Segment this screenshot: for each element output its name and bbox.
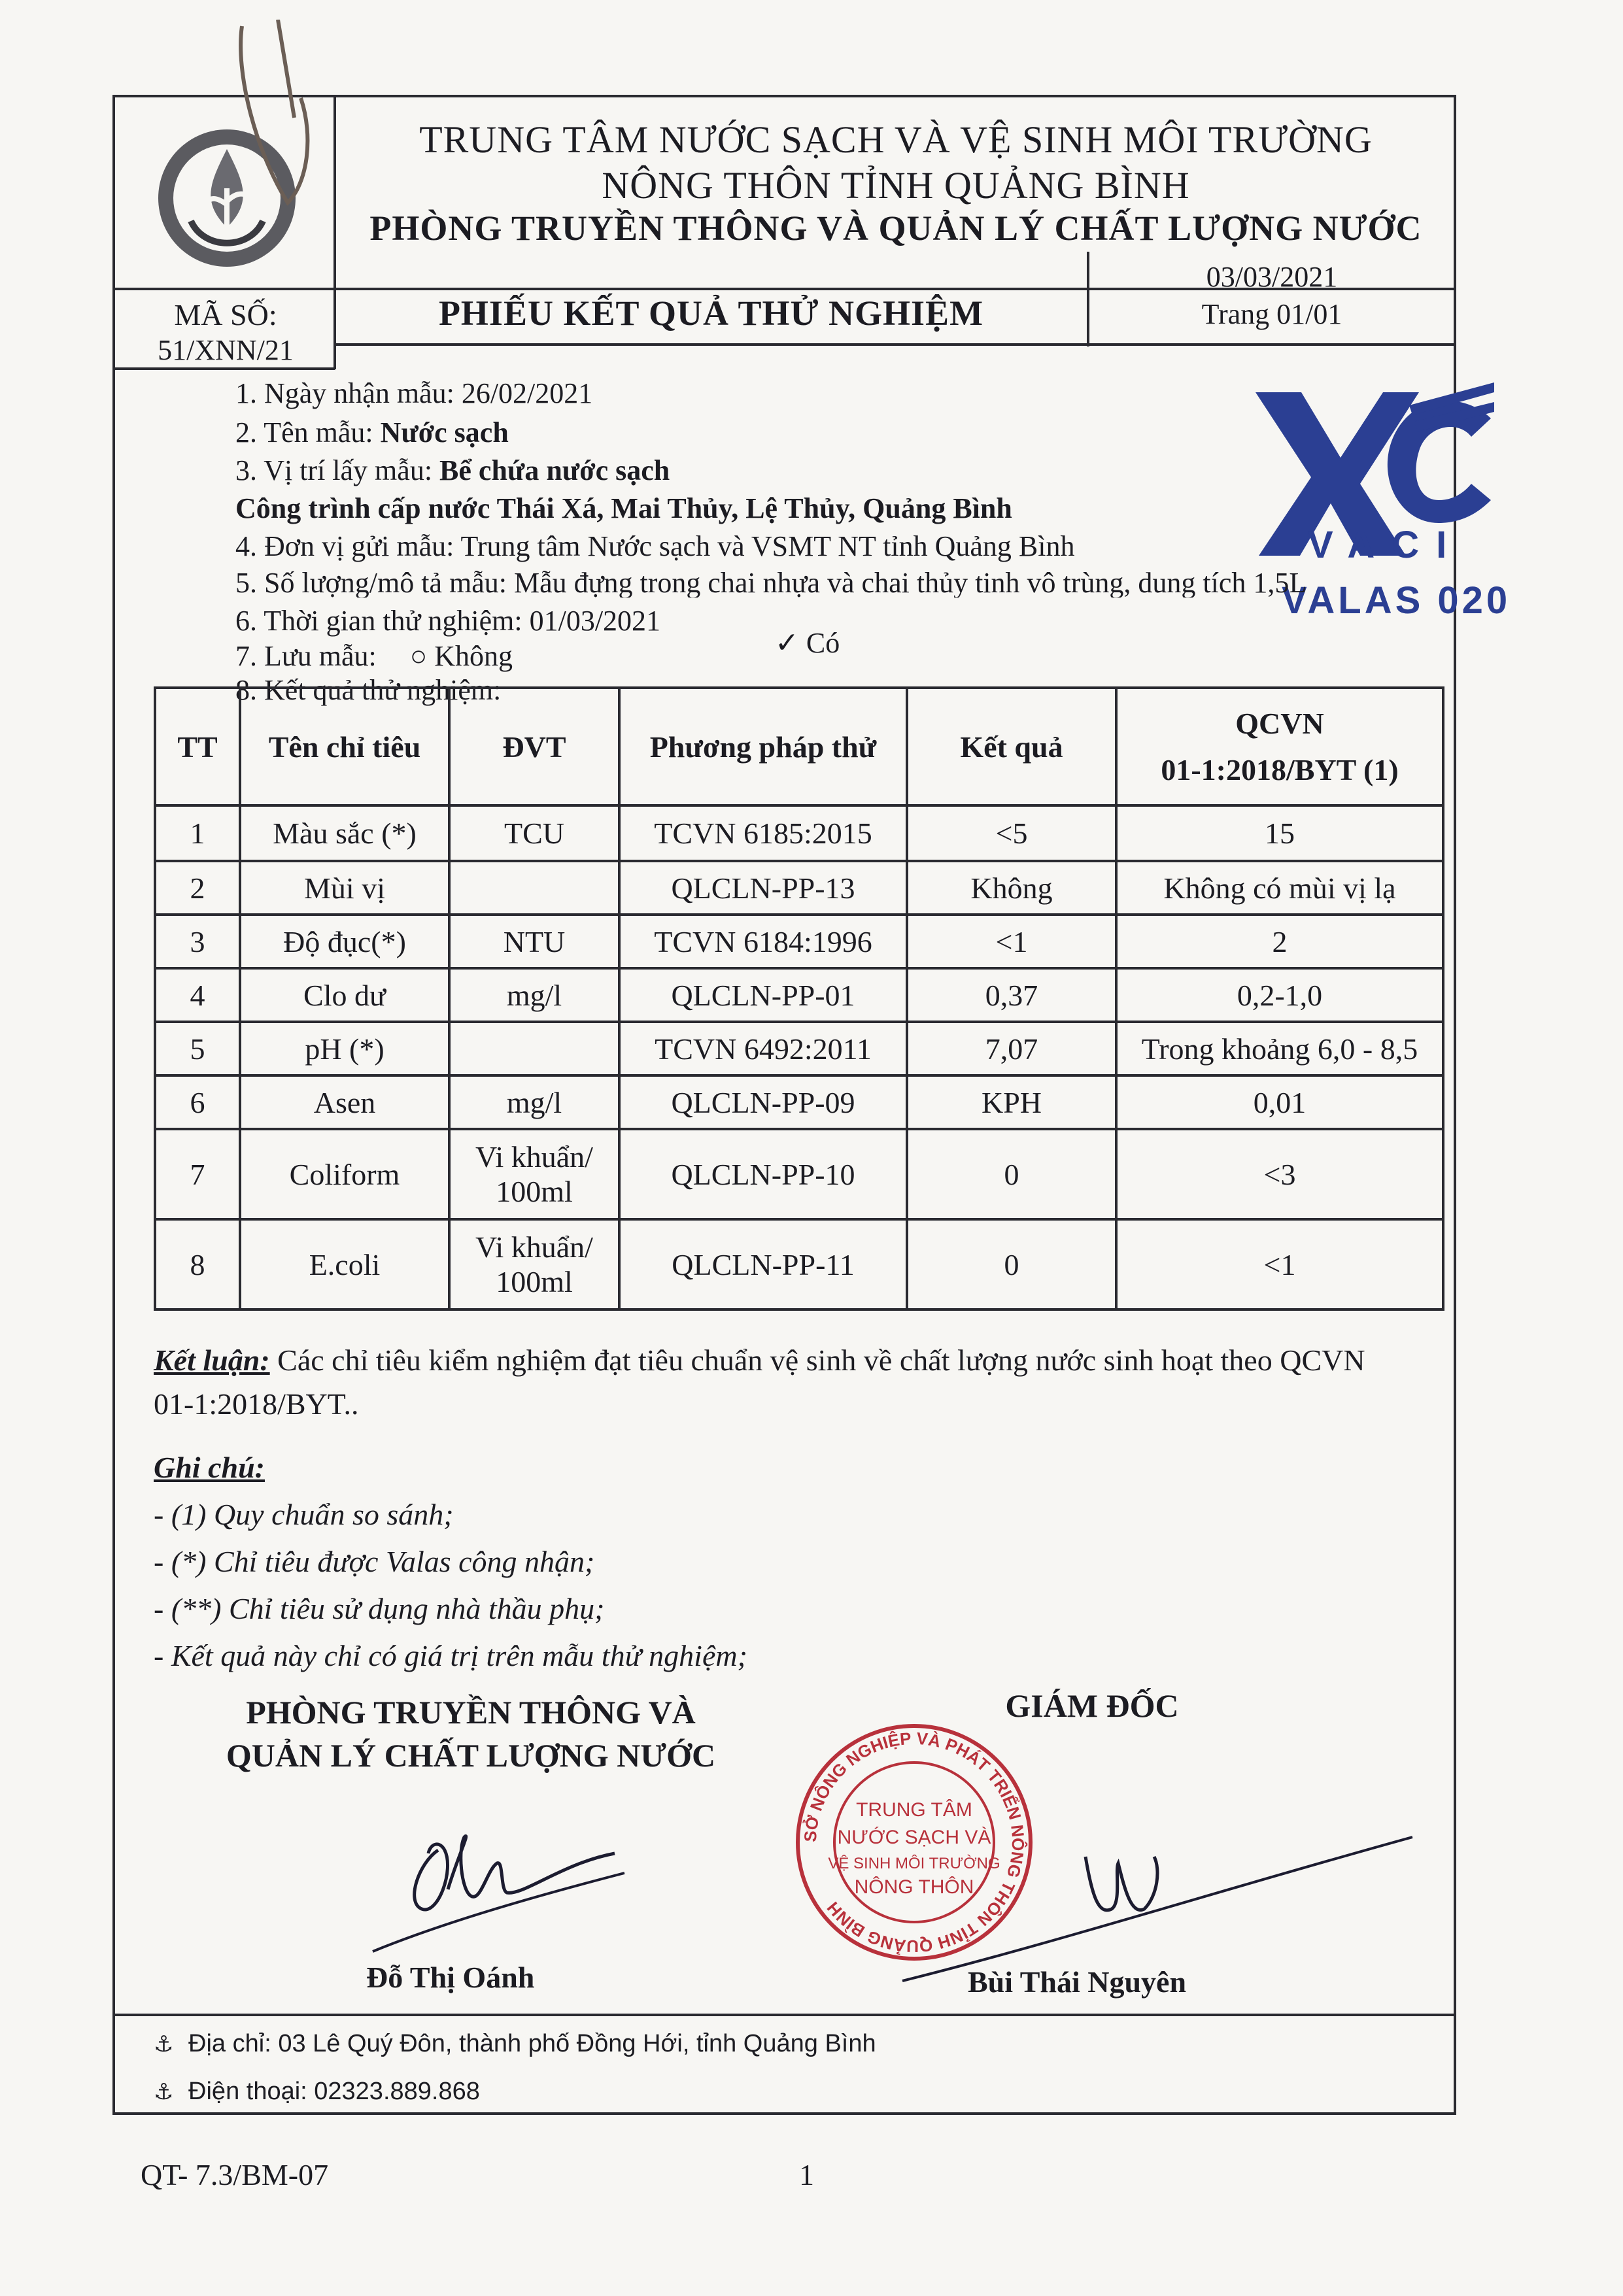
cell-name: Độ đục(*) <box>240 915 449 968</box>
conclusion <box>154 1339 1455 1426</box>
table-row <box>155 1022 1443 1075</box>
cell-name: Asen <box>240 1075 449 1129</box>
code-box-bottom-line <box>112 367 335 370</box>
phone-line: ⚓ Điện thoại: 02323.889.868 <box>154 2078 480 2105</box>
cell-tt: 4 <box>155 968 240 1022</box>
stamp-line-4: NÔNG THÔN <box>854 1876 974 1898</box>
stamp-line-2: NƯỚC SẠCH VÀ <box>837 1827 991 1848</box>
left-signatory-name: Đỗ Thị Oánh <box>366 1961 535 1994</box>
note-item: - Kết quả này chỉ có giá trị trên mẫu thử nghiệm; <box>154 1639 747 1672</box>
accreditation-logo-sub: VACI <box>1308 524 1464 566</box>
accreditation-code: VALAS 020 <box>1282 579 1511 622</box>
issue-date: 03/03/2021 <box>1206 261 1338 293</box>
code-value: 51/XNN/21 <box>158 334 294 366</box>
page-indicator: Trang 01/01 <box>1201 298 1342 330</box>
cell-standard: 2 <box>1116 915 1443 968</box>
cell-standard: <3 <box>1116 1129 1443 1219</box>
table-row <box>155 1219 1443 1309</box>
cell-method: QLCLN-PP-01 <box>619 968 907 1022</box>
cell-name: pH (*) <box>240 1022 449 1075</box>
cell-result: 0 <box>907 1129 1116 1219</box>
cell-tt: 3 <box>155 915 240 968</box>
page-number: 1 <box>799 2158 814 2191</box>
phone-icon: ⚓ <box>154 2080 174 2104</box>
notes-label: Ghi chú: <box>154 1451 265 1484</box>
cell-tt: 5 <box>155 1022 240 1075</box>
header-name: Tên chỉ tiêu <box>240 688 449 805</box>
info-line-7: 7. Lưu mẫu: ○ Không <box>235 640 513 672</box>
info-line-3: 3. Vị trí lấy mẫu: Bể chứa nước sạch <box>235 454 670 486</box>
cell-unit: Vi khuẩn/ 100ml <box>449 1219 619 1309</box>
right-signature-icon <box>896 1817 1419 1987</box>
header-unit: ĐVT <box>449 688 619 805</box>
address-line: ⚓ Địa chỉ: 03 Lê Quý Đôn, thành phố Đồng Hới, tỉnh Quảng Bình <box>154 2030 876 2057</box>
form-code: QT- 7.3/BM-07 <box>141 2158 329 2191</box>
results-table <box>154 686 1444 1311</box>
header-line-2: NÔNG THÔN TỈNH QUẢNG BÌNH <box>602 164 1190 207</box>
cell-result: 0,37 <box>907 968 1116 1022</box>
header-line-1: TRUNG TÂM NƯỚC SẠCH VÀ VỆ SINH MÔI TRƯỜNG <box>419 118 1373 161</box>
cell-name: Coliform <box>240 1129 449 1219</box>
cell-result: KPH <box>907 1075 1116 1129</box>
header-result: Kết quả <box>907 688 1116 805</box>
info-line-4: 4. Đơn vị gửi mẫu: Trung tâm Nước sạch và VSMT NT tỉnh Quảng Bình <box>235 530 1075 562</box>
header-method: Phương pháp thử <box>619 688 907 805</box>
info-line-6: 6. Thời gian thử nghiệm: 01/03/2021 <box>235 605 661 637</box>
cell-tt: 1 <box>155 805 240 861</box>
cell-standard: 0,01 <box>1116 1075 1443 1129</box>
date-divider-vertical <box>1087 252 1089 346</box>
cell-method: TCVN 6184:1996 <box>619 915 907 968</box>
cell-result: <1 <box>907 915 1116 968</box>
cell-method: QLCLN-PP-09 <box>619 1075 907 1129</box>
header-line-3: PHÒNG TRUYỀN THÔNG VÀ QUẢN LÝ CHẤT LƯỢNG NƯỚC <box>369 209 1422 248</box>
stamp-line-1: TRUNG TÂM <box>856 1799 972 1821</box>
cell-unit: TCU <box>449 805 619 861</box>
cell-standard: Không có mùi vị lạ <box>1116 861 1443 915</box>
cell-method: QLCLN-PP-11 <box>619 1219 907 1309</box>
cell-tt: 6 <box>155 1075 240 1129</box>
note-item: - (*) Chỉ tiêu được Valas công nhận; <box>154 1545 595 1578</box>
cell-name: Clo dư <box>240 968 449 1022</box>
table-row <box>155 1129 1443 1219</box>
storage-option-yes: ✓ Có <box>775 627 840 659</box>
table-row <box>155 805 1443 861</box>
header-tt: TT <box>155 688 240 805</box>
cell-name: E.coli <box>240 1219 449 1309</box>
left-signature-icon <box>366 1791 641 1961</box>
location-icon: ⚓ <box>154 2032 174 2057</box>
cell-method: QLCLN-PP-10 <box>619 1129 907 1219</box>
cell-unit: NTU <box>449 915 619 968</box>
cell-result: Không <box>907 861 1116 915</box>
cell-method: QLCLN-PP-13 <box>619 861 907 915</box>
cell-result: 7,07 <box>907 1022 1116 1075</box>
header-standard: QCVN 01-1:2018/BYT (1) <box>1116 688 1443 805</box>
cell-unit: mg/l <box>449 1075 619 1129</box>
cell-unit <box>449 1022 619 1075</box>
cell-name: Màu sắc (*) <box>240 805 449 861</box>
cell-result: <5 <box>907 805 1116 861</box>
right-signatory-name: Bùi Thái Nguyên <box>968 1965 1187 1999</box>
cell-unit: Vi khuẩn/ 100ml <box>449 1129 619 1219</box>
code-label: MÃ SỐ: <box>174 298 277 331</box>
cell-name: Mùi vị <box>240 861 449 915</box>
table-row <box>155 915 1443 968</box>
cell-tt: 2 <box>155 861 240 915</box>
cell-unit: mg/l <box>449 968 619 1022</box>
cell-tt: 7 <box>155 1129 240 1219</box>
stamp-line-3: VỆ SINH MÔI TRƯỜNG <box>828 1855 1000 1872</box>
storage-option-no: ○ Không <box>409 640 513 672</box>
cell-standard: Trong khoảng 6,0 - 8,5 <box>1116 1022 1443 1075</box>
table-row <box>155 861 1443 915</box>
conclusion-label: Kết luận: <box>154 1343 270 1377</box>
info-line-2: 2. Tên mẫu: Nước sạch <box>235 416 509 448</box>
info-line-8: 8. Kết quả thử nghiệm: <box>235 674 502 706</box>
note-item: - (1) Quy chuẩn so sánh; <box>154 1498 454 1531</box>
table-header-row <box>155 688 1443 805</box>
paper-clip-icon <box>216 20 333 216</box>
table-row <box>155 1075 1443 1129</box>
info-line-5: 5. Số lượng/mô tả mẫu: Mẫu đựng trong chai nhựa và chai thủy tinh vô trùng, dung tích 1,5L <box>235 569 1307 598</box>
cell-unit <box>449 861 619 915</box>
footer-divider <box>112 2014 1456 2016</box>
conclusion-text-1: Các chỉ tiêu kiểm nghiệm đạt tiêu chuẩn vệ sinh về chất lượng nước sinh hoạt theo QCVN <box>269 1343 1365 1377</box>
conclusion-text-2: 01-1:2018/BYT.. <box>154 1387 359 1421</box>
document-title: PHIẾU KẾT QUẢ THỬ NGHIỆM <box>438 294 984 333</box>
cell-standard: 15 <box>1116 805 1443 861</box>
cell-standard: <1 <box>1116 1219 1443 1309</box>
left-signatory-title: PHÒNG TRUYỀN THÔNG VÀ QUẢN LÝ CHẤT LƯỢNG NƯỚC <box>226 1694 716 1774</box>
info-line-1: 1. Ngày nhận mẫu: 26/02/2021 <box>235 377 593 409</box>
note-item: - (**) Chỉ tiêu sử dụng nhà thầu phụ; <box>154 1592 605 1625</box>
stamp-ring-text: SỞ NÔNG NGHIỆP VÀ PHÁT TRIỂN NÔNG THÔN TỈNH QUẢNG BÌNH <box>800 1728 1029 1957</box>
cell-method: TCVN 6185:2015 <box>619 805 907 861</box>
cell-method: TCVN 6492:2011 <box>619 1022 907 1075</box>
cell-standard: 0,2-1,0 <box>1116 968 1443 1022</box>
cell-result: 0 <box>907 1219 1116 1309</box>
right-signatory-title: GIÁM ĐỐC <box>1005 1687 1179 1724</box>
cell-tt: 8 <box>155 1219 240 1309</box>
header-divider-vertical <box>333 95 336 369</box>
info-line-3b: Công trình cấp nước Thái Xá, Mai Thủy, Lệ Thủy, Quảng Bình <box>235 492 1012 524</box>
meta-bottom-line <box>333 343 1456 346</box>
table-row <box>155 968 1443 1022</box>
